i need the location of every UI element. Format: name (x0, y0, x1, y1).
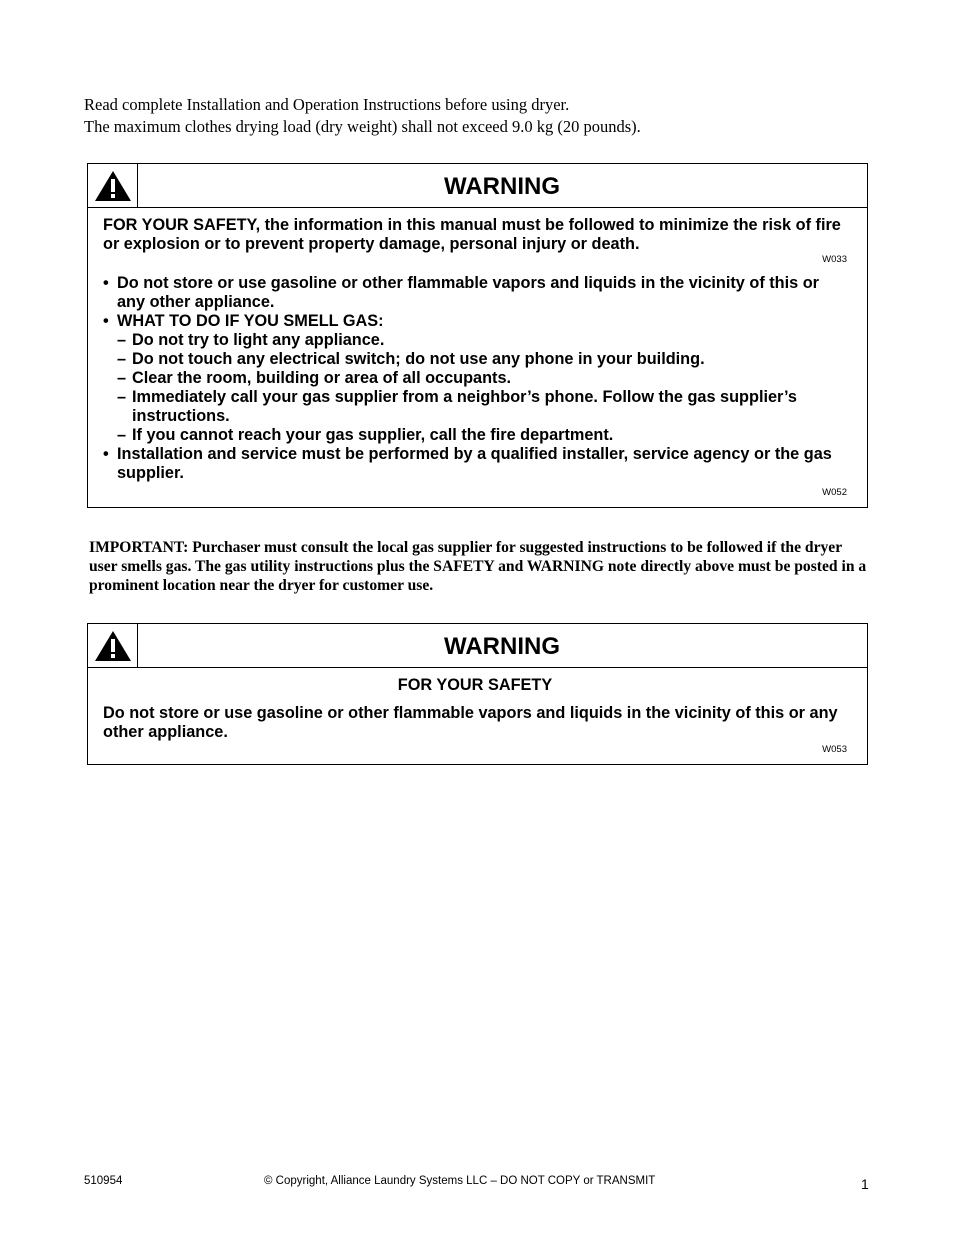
bullet-item: • Do not store or use gasoline or other flammable vapors and liquids in the vicinity of this or any other appliance. (103, 274, 847, 312)
warning-code-w053: W053 (822, 744, 847, 755)
intro-line-1: Read complete Installation and Operation Instructions before using dryer. (84, 95, 570, 114)
safety-statement: FOR YOUR SAFETY, the information in this manual must be followed to minimize the risk of fire or explosion or to prevent property damage, personal injury or death. (103, 216, 841, 253)
warning-subtitle: FOR YOUR SAFETY (397, 676, 553, 694)
bullet-item: • Installation and service must be performed by a qualified installer, service agency or the gas supplier. (103, 445, 847, 483)
warning-code-w033: W033 (822, 254, 847, 265)
warning-body-2 (88, 668, 867, 764)
gas-instructions-list (117, 331, 847, 445)
warning-body-1 (88, 208, 867, 507)
dash-item: – Clear the room, building or area of all occupants. (117, 369, 847, 388)
copyright-notice: © Copyright, Alliance Laundry Systems LLC – DO NOT COPY or TRANSMIT (264, 1175, 656, 1187)
warning-code-w052: W052 (822, 487, 847, 498)
dash-item: – Immediately call your gas supplier from a neighbor’s phone. Follow the gas supplier’s instructions. (117, 388, 847, 426)
warning-header-1 (88, 164, 867, 208)
warning-box-1 (87, 163, 868, 508)
dash-item: – If you cannot reach your gas supplier, call the fire department. (117, 426, 847, 445)
warning-triangle-icon (88, 624, 138, 667)
important-note: IMPORTANT: Purchaser must consult the local gas supplier for suggested instructions to be followed if the dryer user smells gas. The gas utility instructions plus the SAFETY and WARNING note directly above must be posted in a prominent location near the dryer for customer use. (89, 539, 867, 594)
dash-item: – Do not touch any electrical switch; do not use any phone in your building. (117, 350, 847, 369)
warning-box-2 (87, 623, 868, 765)
warning-header-2 (88, 624, 867, 668)
page-number: 1 (861, 1176, 869, 1192)
bullet-smell-gas-heading: WHAT TO DO IF YOU SMELL GAS: (117, 312, 384, 330)
dash-item: – Do not try to light any appliance. (117, 331, 847, 350)
warning-text: Do not store or use gasoline or other flammable vapors and liquids in the vicinity of this or any other appliance. (103, 704, 838, 741)
warning-bullet-list (103, 274, 847, 483)
warning-title-2: WARNING (444, 633, 560, 660)
doc-number: 510954 (84, 1175, 123, 1187)
bullet-item-smell-gas (103, 312, 847, 445)
warning-triangle-icon (88, 164, 138, 207)
warning-title-1: WARNING (444, 173, 560, 200)
intro-line-2: The maximum clothes drying load (dry weight) shall not exceed 9.0 kg (20 pounds). (84, 117, 641, 136)
intro-text (84, 94, 884, 138)
